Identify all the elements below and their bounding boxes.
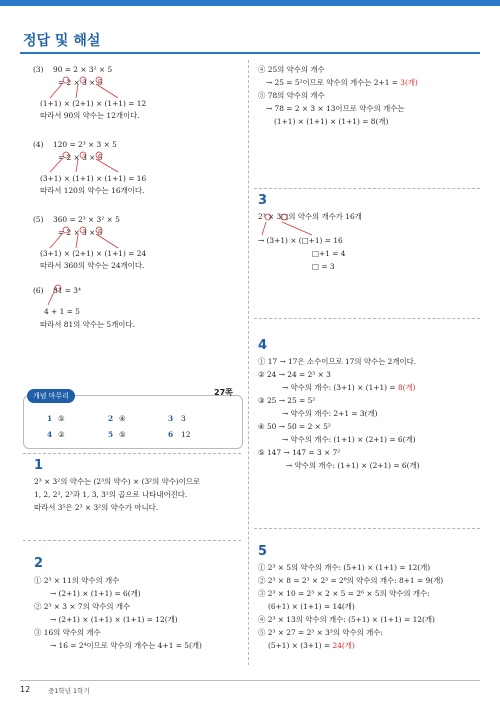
- solution-line: (6+1) × (1+1) = 14(개): [268, 602, 355, 611]
- conclusion-text: 따라서 90의 약수는 12개이다.: [40, 111, 140, 120]
- expression-line: 90 = 2 × 3² × 5: [53, 65, 113, 74]
- solution-line: ① 2³ × 5의 약수의 개수: (5+1) × (1+1) = 12(개): [258, 563, 431, 572]
- solution-line: 2³ × 3□의 약수의 개수가 16개: [258, 212, 362, 221]
- conclusion-text: 따라서 120의 약수는 16개이다.: [40, 186, 145, 195]
- summary-box: [23, 395, 243, 449]
- page-reference: 27쪽: [214, 388, 233, 397]
- solution-line: → 약수의 개수: (3+1) × (1+1) = 8(개): [282, 383, 416, 392]
- expression-line: 81 = 3⁴: [53, 286, 81, 295]
- solution-line: → 25 = 5²이므로 약수의 개수는 2+1 = 3(개): [266, 78, 418, 87]
- solution-line: □ = 3: [312, 262, 335, 271]
- question-number: 5: [258, 544, 268, 559]
- answer-value: ④: [119, 414, 126, 423]
- answer-value: ⑤: [119, 430, 126, 439]
- conclusion-text: 따라서 81의 약수는 5개이다.: [40, 320, 135, 329]
- conclusion-text: 따라서 360의 약수는 24개이다.: [40, 261, 145, 270]
- problem-label: (6): [33, 286, 44, 295]
- solution-line: □+1 = 4: [312, 249, 346, 258]
- answer-number: 5: [108, 430, 114, 439]
- answer-number: 1: [47, 414, 53, 423]
- question-number: 2: [34, 556, 44, 571]
- solution-line: → 78 = 2 × 3 × 13이므로 약수의 개수는: [266, 104, 405, 113]
- expression-line: = 2 × 3 × 5: [58, 153, 103, 162]
- question-number: 3: [258, 193, 268, 208]
- solution-line: ⑤ 2³ × 27 = 2³ × 3³의 약수의 개수:: [258, 628, 383, 637]
- solution-line: 1, 2, 2², 2³과 1, 3, 3²의 곱으로 나타내어진다.: [34, 490, 188, 499]
- solution-line: (5+1) × (3+1) = 24(개): [268, 641, 355, 650]
- expression-line: 360 = 2³ × 3² × 5: [53, 215, 120, 224]
- solution-line: → 약수의 개수: (1+1) × (2+1) = 6(개): [286, 461, 420, 470]
- answer-value: ②: [58, 430, 65, 439]
- answer-value: 3: [181, 414, 186, 423]
- solution-line: → 16 = 2⁴이므로 약수의 개수는 4+1 = 5(개): [50, 641, 202, 650]
- answer-value: 12: [181, 430, 191, 439]
- solution-line: ④ 50 → 50 = 2 × 5²: [258, 422, 331, 431]
- footer-rule: [20, 680, 480, 681]
- expression-line: 120 = 2³ × 3 × 5: [53, 140, 117, 149]
- solution-line: ① 2³ × 11의 약수의 개수: [34, 576, 120, 585]
- solution-line: → (3+1) × (□+1) = 16: [258, 236, 343, 245]
- problem-label: (4): [33, 140, 44, 149]
- expression-line: (3+1) × (1+1) × (1+1) = 16: [40, 174, 147, 183]
- answer-number: 6: [168, 430, 174, 439]
- solution-line: ② 24 → 24 = 2³ × 3: [258, 370, 331, 379]
- solution-line: ④ 25의 약수의 개수: [258, 65, 325, 74]
- solution-line: ⑤ 78의 약수의 개수: [258, 91, 325, 100]
- section-divider: [254, 188, 480, 189]
- solution-line: ③ 2³ × 10 = 2³ × 2 × 5 = 2⁶ × 5의 약수의 개수:: [258, 589, 430, 598]
- answer-value: ⑤: [58, 414, 65, 423]
- problem-label: (5): [33, 215, 44, 224]
- solution-line: (1+1) × (1+1) × (1+1) = 8(개): [274, 117, 389, 126]
- summary-box-label: 개념 마무리: [27, 389, 75, 403]
- answer-number: 4: [47, 430, 53, 439]
- question-number: 4: [258, 338, 268, 353]
- solution-line: ① 17 → 17은 소수이므로 17의 약수는 2개이다.: [258, 357, 417, 366]
- page-number: 12: [20, 685, 31, 694]
- section-divider: [254, 528, 480, 529]
- solution-line: ③ 25 → 25 = 5²: [258, 396, 316, 405]
- problem-label: (3): [33, 65, 44, 74]
- solution-line: → 약수의 개수: (1+1) × (2+1) = 6(개): [282, 435, 416, 444]
- expression-line: = 2 × 3 × 5: [58, 228, 103, 237]
- solution-line: ⑤ 147 → 147 = 3 × 7²: [258, 448, 341, 457]
- solution-line: 2³ × 3²의 약수는 (2³의 약수) × (3²의 약수)이므로: [34, 477, 201, 486]
- section-divider: [23, 453, 241, 454]
- section-divider: [23, 540, 241, 541]
- page-title: 정답 및 해설: [23, 33, 101, 49]
- book-title: 중1학년 1학기: [48, 687, 90, 695]
- expression-line: = 2 × 3 × 5: [58, 78, 103, 87]
- question-number: 1: [34, 458, 44, 473]
- section-divider: [254, 318, 480, 319]
- solution-line: 따라서 3⁵은 2³ × 3²의 약수가 아니다.: [34, 503, 159, 512]
- solution-line: → 약수의 개수: 2+1 = 3(개): [282, 409, 378, 418]
- solution-line: ② 2³ × 3 × 7의 약수의 개수: [34, 602, 131, 611]
- expression-line: (3+1) × (2+1) × (1+1) = 24: [40, 249, 147, 258]
- answer-number: 2: [108, 414, 114, 423]
- solution-line: ② 2³ × 8 = 2³ × 2³ = 2⁸의 약수의 개수: 8+1 = 9(개): [258, 576, 444, 585]
- solution-line: → (2+1) × (1+1) = 6(개): [50, 589, 141, 598]
- answer-number: 3: [168, 414, 174, 423]
- solution-line: → (2+1) × (1+1) × (1+1) = 12(개): [50, 615, 178, 624]
- expression-line: 4 + 1 = 5: [44, 307, 80, 316]
- solution-line: ④ 2³ × 13의 약수의 개수: (5+1) × (1+1) = 12(개): [258, 615, 435, 624]
- expression-line: (1+1) × (2+1) × (1+1) = 12: [40, 99, 147, 108]
- solution-line: ③ 16의 약수의 개수: [34, 628, 101, 637]
